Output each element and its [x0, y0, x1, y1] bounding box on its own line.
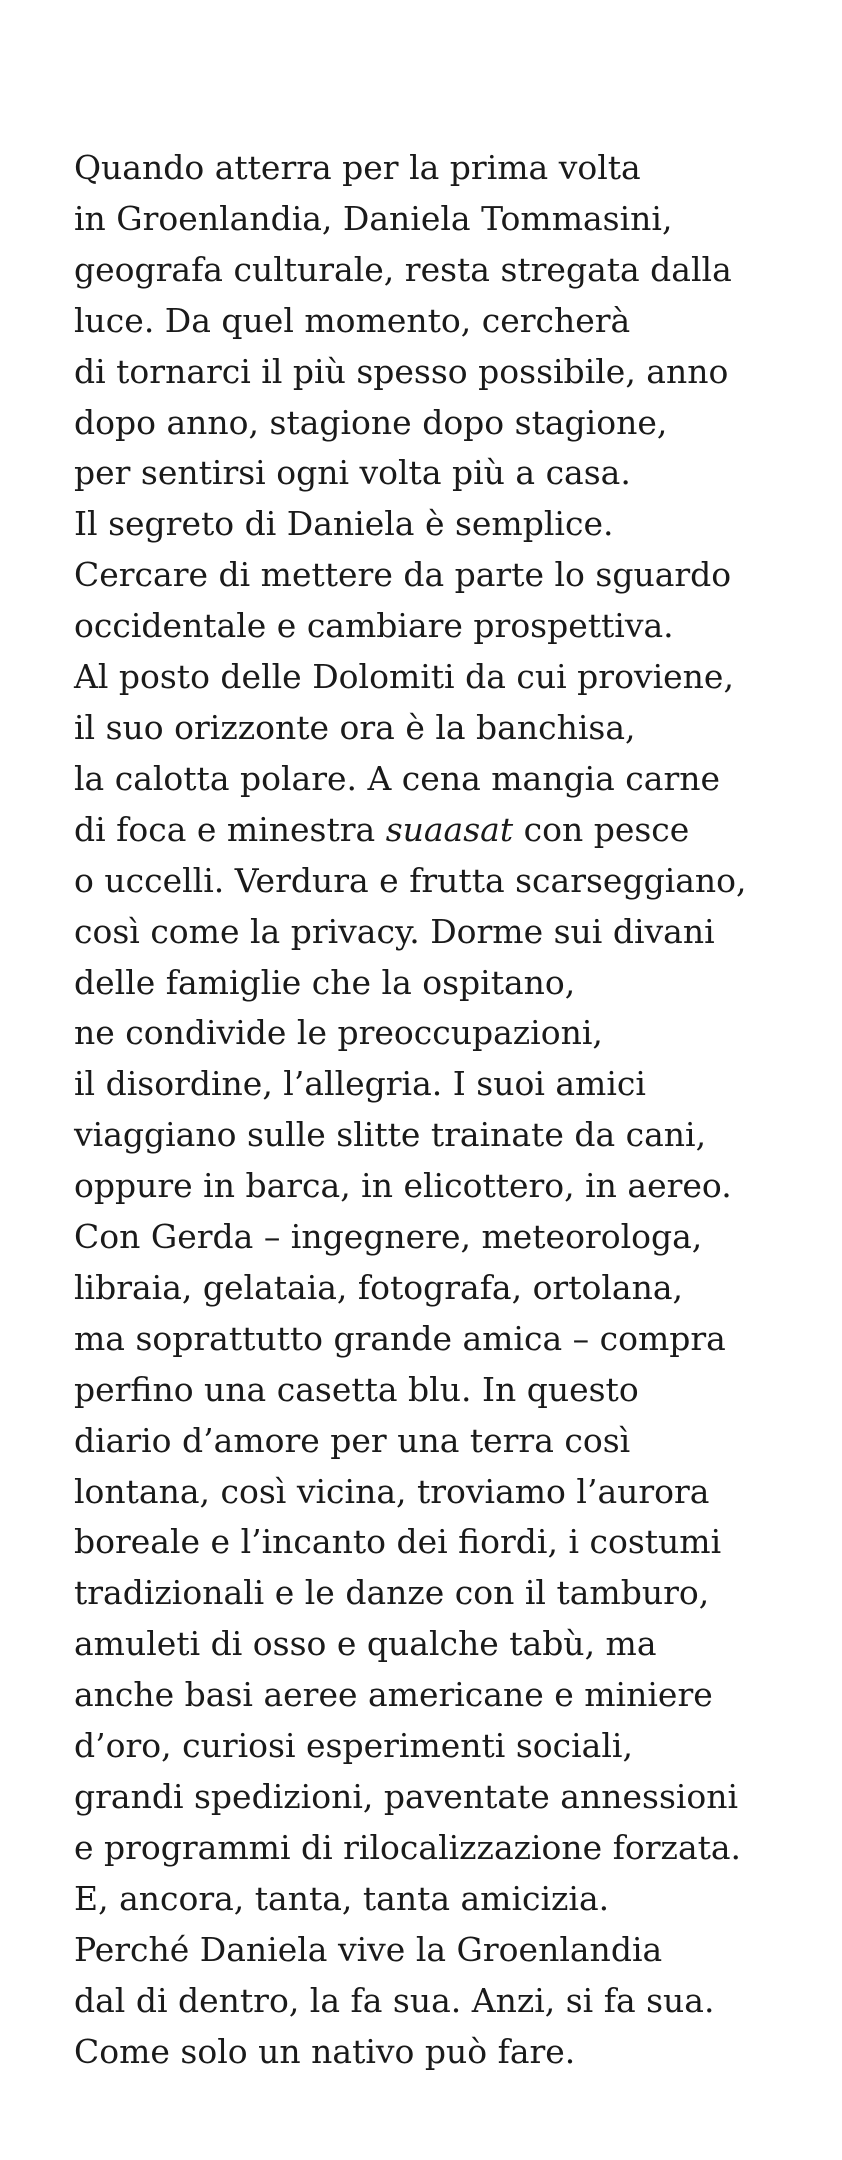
text-line-content: dopo anno, stagione dopo stagione, [74, 402, 668, 442]
text-line-content: ma soprattutto grande amica – compra [74, 1318, 726, 1358]
text-line [74, 1721, 774, 1772]
text-line-content: o uccelli. Verdura e frutta scarseggiano, [74, 860, 747, 900]
text-line-content: delle famiglie che la ospitano, [74, 962, 576, 1002]
text-line [74, 143, 774, 194]
text-line [74, 1263, 774, 1314]
text-line [74, 1670, 774, 1721]
text-line-content: amuleti di osso e qualche tabù, ma [74, 1624, 657, 1664]
text-line-content: Con Gerda – ingegnere, meteorologa, [74, 1217, 703, 1257]
text-line [74, 1008, 774, 1059]
text-line [74, 1517, 774, 1568]
text-line [74, 1568, 774, 1619]
text-line [74, 1314, 774, 1365]
text-line-content: con pesce [513, 809, 690, 849]
text-line-content: dal di dentro, la fa sua. Anzi, si fa sua. [74, 1980, 715, 2020]
text-line-content: la calotta polare. A cena mangia carne [74, 758, 721, 798]
text-line [74, 448, 774, 499]
text-line [74, 245, 774, 296]
text-line-content: Quando atterra per la prima volta [74, 148, 641, 187]
text-line [74, 1467, 774, 1518]
text-line [74, 1874, 774, 1925]
text-line-content: di foca e minestra [74, 809, 386, 849]
text-line-content: tradizionali e le danze con il tamburo, [74, 1573, 710, 1613]
text-line [74, 296, 774, 347]
text-line [74, 601, 774, 652]
text-line [74, 347, 774, 398]
text-line [74, 550, 774, 601]
text-line [74, 652, 774, 703]
text-line-content: Perché Daniela vive la Groenlandia [74, 1929, 663, 1969]
text-line [74, 805, 774, 856]
text-line-content: boreale e l’incanto dei fiordi, i costumi [74, 1522, 722, 1562]
text-line-content: grandi spedizioni, paventate annessioni [74, 1777, 739, 1816]
text-line-content: occidentale e cambiare prospettiva. [74, 606, 674, 646]
text-line [74, 1110, 774, 1161]
text-line [74, 2027, 774, 2078]
text-line-content: libraia, gelataia, fotografa, ortolana, [74, 1267, 683, 1307]
text-line-content: d’oro, curiosi esperimenti sociali, [74, 1726, 633, 1766]
text-line-content: luce. Da quel momento, cercherà [74, 300, 631, 340]
text-line [74, 1823, 774, 1874]
text-line [74, 1059, 774, 1110]
text-line-content: E, ancora, tanta, tanta amicizia. [74, 1878, 610, 1918]
text-line [74, 907, 774, 958]
text-line-content: e programmi di rilocalizzazione forzata. [74, 1827, 742, 1867]
text-line-content: Al posto delle Dolomiti da cui proviene, [74, 657, 734, 697]
text-line-content: Il segreto di Daniela è semplice. [74, 504, 614, 544]
text-line [74, 856, 774, 907]
text-line-content: oppure in barca, in elicottero, in aereo. [74, 1166, 732, 1206]
text-line [74, 194, 774, 245]
text-line-content: anche basi aeree americane e miniere [74, 1675, 713, 1715]
text-line-content: viaggiano sulle slitte trainate da cani, [74, 1115, 707, 1155]
text-line [74, 703, 774, 754]
text-line [74, 1772, 774, 1823]
text-line-content: per sentirsi ogni volta più a casa. [74, 453, 631, 493]
text-line-content: in Groenlandia, Daniela Tommasini, [74, 198, 673, 238]
text-line-content: diario d’amore per una terra così [74, 1420, 631, 1460]
text-line-content: di tornarci il più spesso possibile, anno [74, 351, 729, 391]
text-line [74, 1416, 774, 1467]
text-line [74, 754, 774, 805]
italic-term: suaasat [385, 809, 514, 849]
text-line-content: così come la privacy. Dorme sui divani [74, 911, 715, 951]
text-line [74, 1976, 774, 2027]
text-line [74, 1925, 774, 1976]
blurb-paragraph [74, 143, 774, 2077]
text-line [74, 1161, 774, 1212]
text-line-content: Cercare di mettere da parte lo sguardo [74, 555, 732, 595]
text-line [74, 1365, 774, 1416]
text-line-content: perfino una casetta blu. In questo [74, 1369, 639, 1409]
text-line-content: il suo orizzonte ora è la banchisa, [74, 707, 636, 747]
text-line [74, 499, 774, 550]
text-line-content: geografa culturale, resta stregata dalla [74, 249, 732, 289]
text-line [74, 958, 774, 1009]
text-line [74, 398, 774, 449]
text-line-content: lontana, così vicina, troviamo l’aurora [74, 1471, 710, 1511]
text-line-content: ne condivide le preoccupazioni, [74, 1013, 603, 1053]
text-line-content: il disordine, l’allegria. I suoi amici [74, 1064, 646, 1104]
text-line [74, 1212, 774, 1263]
text-line-content: Come solo un nativo può fare. [74, 2031, 576, 2071]
text-line [74, 1619, 774, 1670]
